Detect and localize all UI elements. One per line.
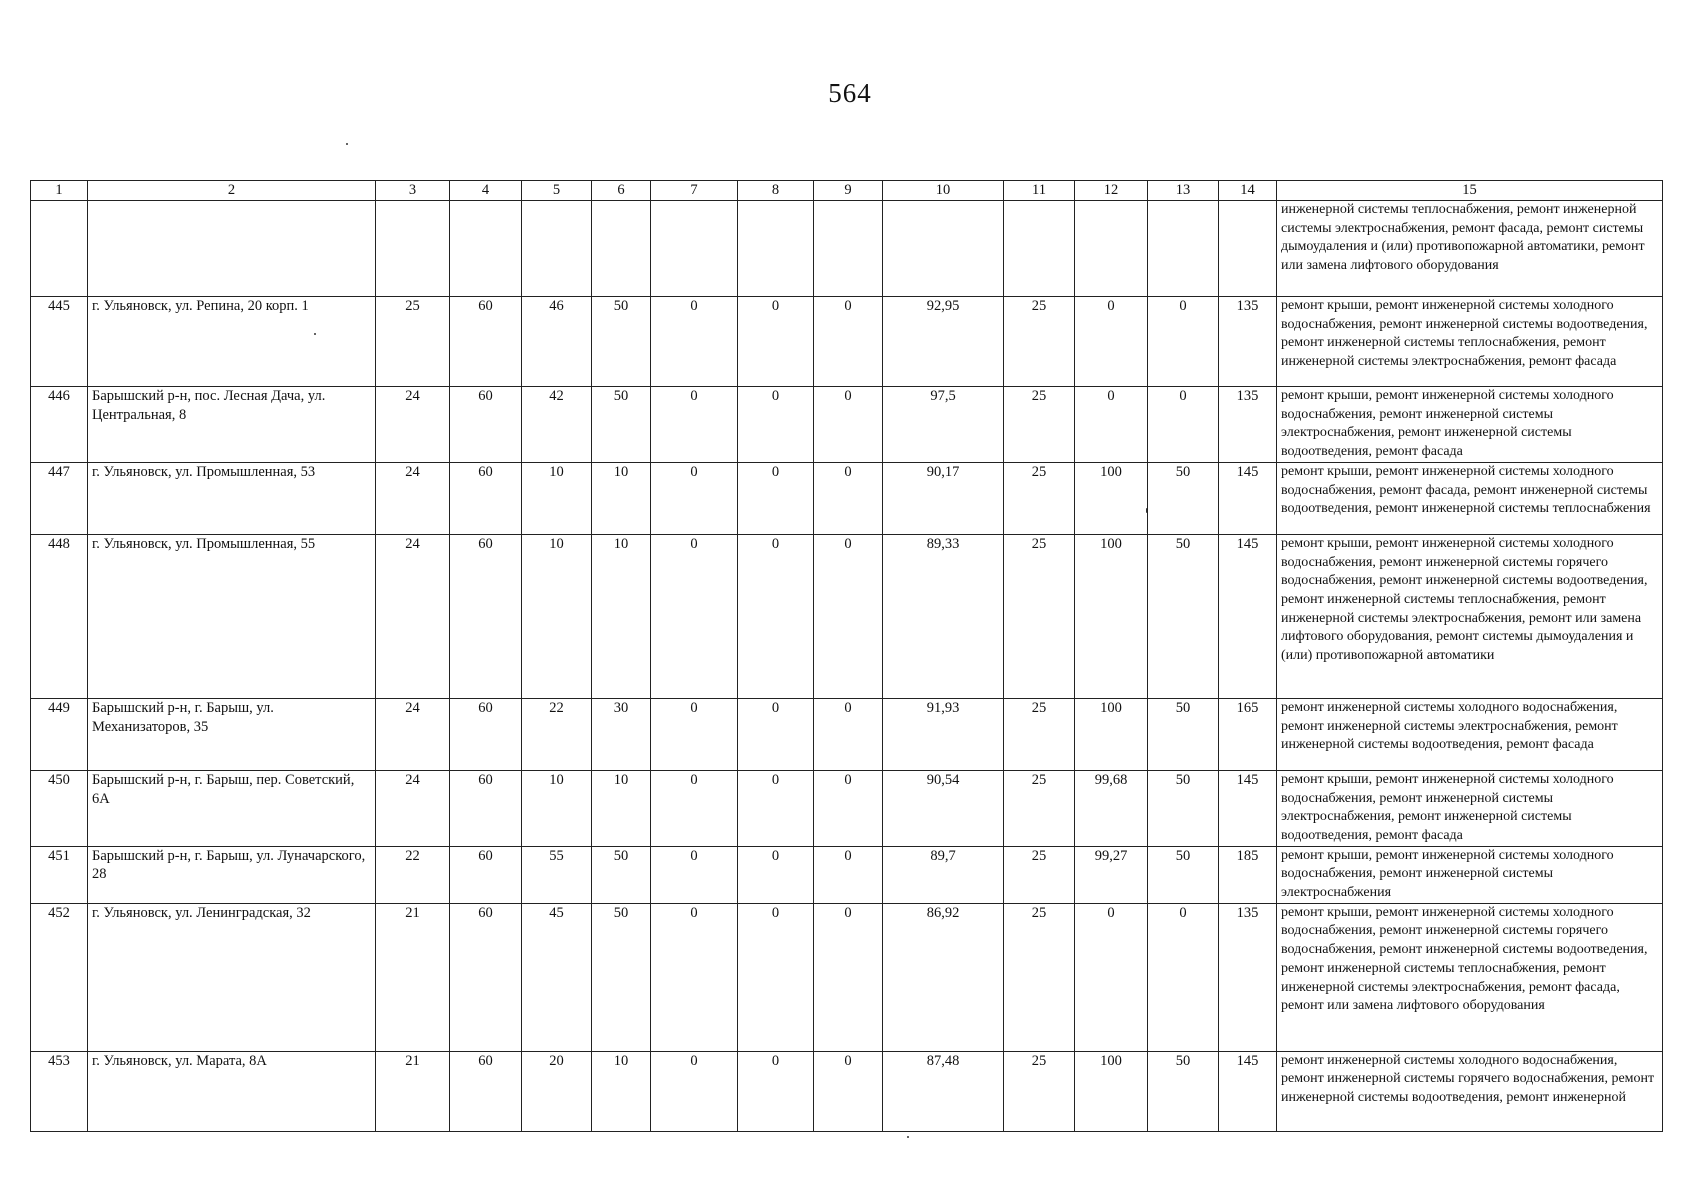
value-cell: 135 xyxy=(1219,297,1277,387)
column-header: 2 xyxy=(88,181,376,201)
value-cell: 0 xyxy=(1075,387,1148,463)
value-cell: 24 xyxy=(376,534,450,698)
value-cell: 60 xyxy=(450,698,522,770)
value-cell: 0 xyxy=(738,462,814,534)
value-cell: 60 xyxy=(450,1051,522,1131)
value-cell: 60 xyxy=(450,387,522,463)
value-cell: 97,5 xyxy=(883,387,1004,463)
column-header: 8 xyxy=(738,181,814,201)
value-cell: 100 xyxy=(1075,534,1148,698)
value-cell: 30 xyxy=(592,698,651,770)
column-header: 10 xyxy=(883,181,1004,201)
value-cell: 50 xyxy=(1148,1051,1219,1131)
value-cell: 0 xyxy=(1075,297,1148,387)
value-cell: 145 xyxy=(1219,462,1277,534)
value-cell: 25 xyxy=(1004,297,1075,387)
value-cell: 60 xyxy=(450,903,522,1051)
value-cell: 89,33 xyxy=(883,534,1004,698)
value-cell: 25 xyxy=(376,297,450,387)
value-cell: 89,7 xyxy=(883,846,1004,903)
value-cell: 0 xyxy=(738,903,814,1051)
value-cell: 50 xyxy=(1148,770,1219,846)
value-cell: 50 xyxy=(592,903,651,1051)
value-cell: 10 xyxy=(592,534,651,698)
value-cell: 25 xyxy=(1004,1051,1075,1131)
value-cell: 135 xyxy=(1219,903,1277,1051)
value-cell: 10 xyxy=(522,534,592,698)
value-cell: 0 xyxy=(814,534,883,698)
value-cell: 86,92 xyxy=(883,903,1004,1051)
value-cell: 100 xyxy=(1075,698,1148,770)
table-row xyxy=(31,1051,1663,1131)
value-cell xyxy=(1219,201,1277,297)
value-cell: 0 xyxy=(651,698,738,770)
row-number-cell: 452 xyxy=(31,903,88,1051)
value-cell xyxy=(651,201,738,297)
value-cell: 100 xyxy=(1075,1051,1148,1131)
row-number-cell: 445 xyxy=(31,297,88,387)
works-description-cell: инженерной системы теплоснабжения, ремонт инженерной системы электроснабжения, ремонт фасада, ремонт системы дымоудаления и (или) противопожарной автоматики, ремонт или замена лифтового оборудования xyxy=(1277,201,1663,297)
table-row-continuation xyxy=(31,201,1663,297)
value-cell: 25 xyxy=(1004,770,1075,846)
value-cell: 145 xyxy=(1219,770,1277,846)
value-cell: 10 xyxy=(592,462,651,534)
value-cell: 25 xyxy=(1004,846,1075,903)
address-cell: г. Ульяновск, ул. Промышленная, 55 xyxy=(88,534,376,698)
value-cell: 0 xyxy=(1148,387,1219,463)
row-number-cell: 446 xyxy=(31,387,88,463)
table-row xyxy=(31,698,1663,770)
table-body xyxy=(31,201,1663,1132)
row-number-cell: 451 xyxy=(31,846,88,903)
row-number-cell: 450 xyxy=(31,770,88,846)
value-cell: 50 xyxy=(1148,462,1219,534)
value-cell: 55 xyxy=(522,846,592,903)
value-cell: 0 xyxy=(738,770,814,846)
value-cell: 0 xyxy=(651,387,738,463)
value-cell xyxy=(1004,201,1075,297)
value-cell: 60 xyxy=(450,770,522,846)
value-cell: 50 xyxy=(592,387,651,463)
value-cell xyxy=(883,201,1004,297)
value-cell: 50 xyxy=(1148,698,1219,770)
works-description-cell: ремонт инженерной системы холодного водоснабжения, ремонт инженерной системы электроснабжения, ремонт инженерной системы водоотведения, ремонт фасада xyxy=(1277,698,1663,770)
column-header: 7 xyxy=(651,181,738,201)
value-cell: 0 xyxy=(651,534,738,698)
value-cell: 50 xyxy=(592,297,651,387)
value-cell: 0 xyxy=(651,1051,738,1131)
works-description-cell: ремонт инженерной системы холодного водоснабжения, ремонт инженерной системы горячего водоснабжения, ремонт инженерной системы водоотведения, ремонт инженерной xyxy=(1277,1051,1663,1131)
register-table xyxy=(30,180,1663,1132)
value-cell: 50 xyxy=(1148,846,1219,903)
value-cell: 24 xyxy=(376,462,450,534)
value-cell: 0 xyxy=(814,770,883,846)
value-cell: 0 xyxy=(651,846,738,903)
value-cell: 10 xyxy=(522,462,592,534)
value-cell xyxy=(592,201,651,297)
address-cell: Барышский р-н, г. Барыш, пер. Советский, 6А xyxy=(88,770,376,846)
address-cell: г. Ульяновск, ул. Репина, 20 корп. 1 xyxy=(88,297,376,387)
value-cell: 0 xyxy=(814,698,883,770)
address-cell: г. Ульяновск, ул. Марата, 8А xyxy=(88,1051,376,1131)
value-cell: 60 xyxy=(450,462,522,534)
value-cell: 25 xyxy=(1004,387,1075,463)
address-cell: Барышский р-н, пос. Лесная Дача, ул. Центральная, 8 xyxy=(88,387,376,463)
value-cell xyxy=(1075,201,1148,297)
value-cell: 60 xyxy=(450,534,522,698)
value-cell: 92,95 xyxy=(883,297,1004,387)
address-cell xyxy=(88,201,376,297)
value-cell: 0 xyxy=(651,297,738,387)
value-cell xyxy=(738,201,814,297)
column-header: 5 xyxy=(522,181,592,201)
value-cell: 60 xyxy=(450,846,522,903)
value-cell: 185 xyxy=(1219,846,1277,903)
value-cell: 145 xyxy=(1219,534,1277,698)
value-cell: 25 xyxy=(1004,698,1075,770)
column-header: 3 xyxy=(376,181,450,201)
row-number-cell: 449 xyxy=(31,698,88,770)
value-cell: 90,17 xyxy=(883,462,1004,534)
value-cell: 0 xyxy=(738,387,814,463)
value-cell: 20 xyxy=(522,1051,592,1131)
value-cell: 22 xyxy=(522,698,592,770)
value-cell: 0 xyxy=(738,846,814,903)
value-cell: 165 xyxy=(1219,698,1277,770)
value-cell: 42 xyxy=(522,387,592,463)
table-row xyxy=(31,387,1663,463)
value-cell: 10 xyxy=(592,1051,651,1131)
value-cell xyxy=(376,201,450,297)
column-header: 14 xyxy=(1219,181,1277,201)
value-cell: 10 xyxy=(592,770,651,846)
value-cell: 45 xyxy=(522,903,592,1051)
row-number-cell xyxy=(31,201,88,297)
row-number-cell: 448 xyxy=(31,534,88,698)
address-cell: г. Ульяновск, ул. Ленинградская, 32 xyxy=(88,903,376,1051)
works-description-cell: ремонт крыши, ремонт инженерной системы холодного водоснабжения, ремонт инженерной системы электроснабжения xyxy=(1277,846,1663,903)
value-cell: 0 xyxy=(814,1051,883,1131)
column-header: 11 xyxy=(1004,181,1075,201)
value-cell: 0 xyxy=(738,297,814,387)
row-number-cell: 447 xyxy=(31,462,88,534)
value-cell xyxy=(814,201,883,297)
column-header: 12 xyxy=(1075,181,1148,201)
address-cell: Барышский р-н, г. Барыш, ул. Луначарского, 28 xyxy=(88,846,376,903)
value-cell: 87,48 xyxy=(883,1051,1004,1131)
value-cell: 135 xyxy=(1219,387,1277,463)
value-cell: 145 xyxy=(1219,1051,1277,1131)
value-cell xyxy=(522,201,592,297)
column-header: 4 xyxy=(450,181,522,201)
value-cell: 100 xyxy=(1075,462,1148,534)
table-row xyxy=(31,534,1663,698)
column-header: 6 xyxy=(592,181,651,201)
works-description-cell: ремонт крыши, ремонт инженерной системы холодного водоснабжения, ремонт инженерной системы горячего водоснабжения, ремонт инженерной системы водоотведения, ремонт инженерной системы теплоснабжения, ремонт инженерной системы электроснабжения, ремонт фасада, ремонт или замена лифтового оборудования xyxy=(1277,903,1663,1051)
column-header: 13 xyxy=(1148,181,1219,201)
value-cell: 24 xyxy=(376,387,450,463)
value-cell: 0 xyxy=(651,903,738,1051)
scan-speck xyxy=(907,1136,909,1138)
works-description-cell: ремонт крыши, ремонт инженерной системы холодного водоснабжения, ремонт инженерной системы электроснабжения, ремонт инженерной системы водоотведения, ремонт фасада xyxy=(1277,770,1663,846)
value-cell: 0 xyxy=(814,387,883,463)
value-cell: 0 xyxy=(651,770,738,846)
column-header: 1 xyxy=(31,181,88,201)
address-cell: Барышский р-н, г. Барыш, ул. Механизаторов, 35 xyxy=(88,698,376,770)
value-cell: 0 xyxy=(814,846,883,903)
value-cell: 24 xyxy=(376,770,450,846)
table-row xyxy=(31,462,1663,534)
value-cell: 99,27 xyxy=(1075,846,1148,903)
value-cell: 50 xyxy=(592,846,651,903)
value-cell xyxy=(1148,201,1219,297)
value-cell: 24 xyxy=(376,698,450,770)
works-description-cell: ремонт крыши, ремонт инженерной системы холодного водоснабжения, ремонт инженерной системы электроснабжения, ремонт инженерной системы водоотведения, ремонт фасада xyxy=(1277,387,1663,463)
column-number-row xyxy=(31,181,1663,201)
page-number: 564 xyxy=(828,78,872,108)
value-cell: 0 xyxy=(738,534,814,698)
value-cell: 0 xyxy=(1148,297,1219,387)
works-description-cell: ремонт крыши, ремонт инженерной системы холодного водоснабжения, ремонт фасада, ремонт инженерной системы водоотведения, ремонт инженерной системы теплоснабжения xyxy=(1277,462,1663,534)
value-cell: 91,93 xyxy=(883,698,1004,770)
value-cell: 25 xyxy=(1004,903,1075,1051)
value-cell: 10 xyxy=(522,770,592,846)
value-cell: 25 xyxy=(1004,534,1075,698)
value-cell: 90,54 xyxy=(883,770,1004,846)
value-cell: 60 xyxy=(450,297,522,387)
value-cell: 46 xyxy=(522,297,592,387)
value-cell: 50 xyxy=(1148,534,1219,698)
value-cell: 21 xyxy=(376,903,450,1051)
value-cell: 99,68 xyxy=(1075,770,1148,846)
table-row xyxy=(31,770,1663,846)
value-cell: 0 xyxy=(814,462,883,534)
address-cell: г. Ульяновск, ул. Промышленная, 53 xyxy=(88,462,376,534)
column-header: 15 xyxy=(1277,181,1663,201)
table-row xyxy=(31,903,1663,1051)
value-cell: 0 xyxy=(814,297,883,387)
value-cell: 0 xyxy=(1148,903,1219,1051)
row-number-cell: 453 xyxy=(31,1051,88,1131)
value-cell: 21 xyxy=(376,1051,450,1131)
value-cell: 0 xyxy=(738,1051,814,1131)
scan-speck xyxy=(346,143,348,145)
value-cell xyxy=(450,201,522,297)
value-cell: 25 xyxy=(1004,462,1075,534)
value-cell: 0 xyxy=(651,462,738,534)
works-description-cell: ремонт крыши, ремонт инженерной системы холодного водоснабжения, ремонт инженерной системы горячего водоснабжения, ремонт инженерной системы водоотведения, ремонт инженерной системы теплоснабжения, ремонт инженерной системы электроснабжения, ремонт или замена лифтового оборудования, ремонт системы дымоудаления и (или) противопожарной автоматики xyxy=(1277,534,1663,698)
works-description-cell: ремонт крыши, ремонт инженерной системы холодного водоснабжения, ремонт инженерной системы водоотведения, ремонт инженерной системы теплоснабжения, ремонт инженерной системы электроснабжения, ремонт фасада xyxy=(1277,297,1663,387)
value-cell: 0 xyxy=(814,903,883,1051)
column-header: 9 xyxy=(814,181,883,201)
value-cell: 0 xyxy=(738,698,814,770)
value-cell: 0 xyxy=(1075,903,1148,1051)
table-row xyxy=(31,297,1663,387)
table-row xyxy=(31,846,1663,903)
value-cell: 22 xyxy=(376,846,450,903)
